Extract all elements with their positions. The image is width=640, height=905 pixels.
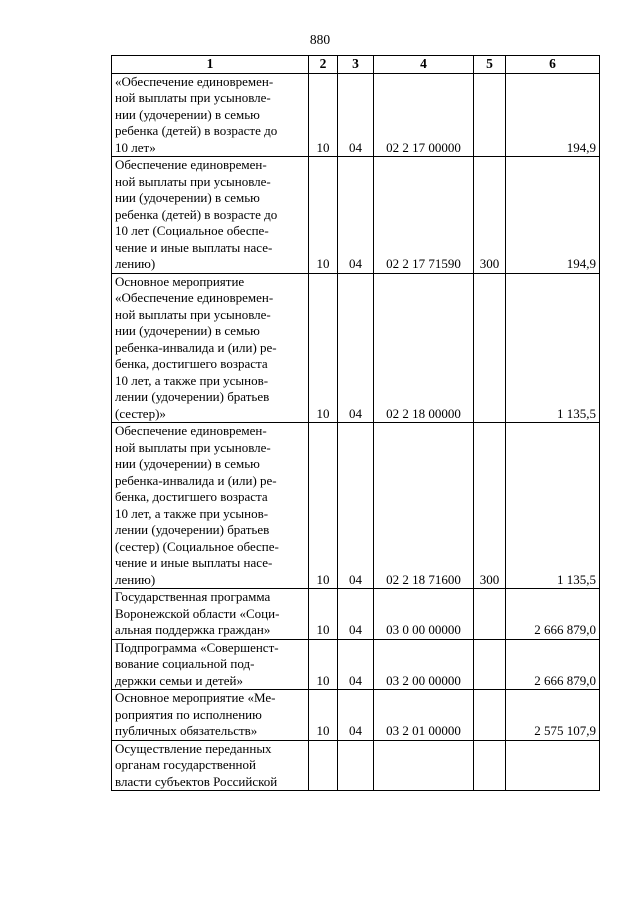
name-line: бенка, достигшего возраста [115,489,268,504]
name-line: нии (удочерении) в семью [115,106,260,122]
name-line: ребенка (детей) в возрасте до [115,206,278,222]
section-code-cell: 10 [309,73,338,157]
name-line: ной выплаты при усыновле- [115,90,271,105]
expense-type-cell [474,73,506,157]
budget-table [111,55,600,791]
table-row [112,273,600,423]
page-number: 880 [309,32,331,47]
subsection-code-cell: 04 [338,73,374,157]
amount-cell: 194,9 [506,157,600,274]
table-row [112,73,600,157]
name-line: лении (удочерении) братьев [115,389,270,404]
name-line: ной выплаты при усыновле- [115,306,271,322]
name-line: Обеспечение единовремен- [115,157,267,172]
subsection-code-cell [338,740,374,791]
name-line: 10 лет, а также при усынов- [115,372,269,388]
row-name-cell [112,423,309,589]
subsection-code-cell: 04 [338,273,374,423]
name-line: публичных обязательств» [115,723,258,738]
column-header-3: 3 [338,56,374,74]
name-line: ребенка-инвалида и (или) ре- [115,472,277,488]
amount-cell: 2 666 879,0 [506,589,600,640]
name-line: лению) [115,571,156,587]
table-row [112,589,600,640]
section-code-cell: 10 [309,273,338,423]
target-article-cell: 03 0 00 00000 [374,589,474,640]
name-line: (сестер)» [115,405,166,421]
table-row [112,639,600,690]
name-line: «Обеспечение единовремен- [115,290,274,305]
name-line: держки семьи и детей» [115,672,243,688]
name-line: 10 лет, а также при усынов- [115,505,269,521]
section-code-cell: 10 [309,157,338,274]
name-line: чение и иные выплаты насе- [115,239,273,255]
column-header-6: 6 [506,56,600,74]
name-line: ной выплаты при усыновле- [115,173,271,189]
expense-type-cell [474,273,506,423]
row-name-cell [112,73,309,157]
subsection-code-cell: 04 [338,157,374,274]
row-name-cell [112,690,309,741]
target-article-cell [374,740,474,791]
table-row [112,740,600,791]
table-row [112,690,600,741]
name-line: нии (удочерении) в семью [115,190,260,205]
subsection-code-cell: 04 [338,690,374,741]
name-line: нии (удочерении) в семью [115,323,260,338]
name-line: «Обеспечение единовремен- [115,73,274,89]
name-line: органам государственной [115,757,256,772]
section-code-cell: 10 [309,639,338,690]
name-line: 10 лет (Социальное обеспе- [115,223,269,238]
expense-type-cell [474,639,506,690]
name-line: Воронежской области «Соци- [115,605,280,621]
amount-cell: 2 666 879,0 [506,639,600,690]
table-row [112,157,600,274]
name-line: Основное мероприятие [115,273,245,289]
name-line: бенка, достигшего возраста [115,356,268,371]
row-name-cell [112,740,309,791]
target-article-cell: 02 2 18 00000 [374,273,474,423]
expense-type-cell [474,740,506,791]
name-line: лению) [115,256,156,271]
expense-type-cell [474,589,506,640]
name-line: Государственная программа [115,589,271,604]
section-code-cell: 10 [309,423,338,589]
name-line: Основное мероприятие «Ме- [115,690,276,705]
expense-type-cell [474,690,506,741]
amount-cell: 194,9 [506,73,600,157]
name-line: ребенка (детей) в возрасте до [115,123,278,138]
target-article-cell: 02 2 17 00000 [374,73,474,157]
name-line: Подпрограмма «Совершенст- [115,639,279,655]
row-name-cell [112,157,309,274]
target-article-cell: 03 2 00 00000 [374,639,474,690]
name-line: роприятия по исполнению [115,706,262,722]
section-code-cell: 10 [309,690,338,741]
name-line: Осуществление переданных [115,740,272,756]
amount-cell: 1 135,5 [506,423,600,589]
expense-type-cell: 300 [474,423,506,589]
name-line: Обеспечение единовремен- [115,423,267,438]
name-line: ребенка-инвалида и (или) ре- [115,339,277,355]
subsection-code-cell: 04 [338,639,374,690]
subsection-code-cell: 04 [338,423,374,589]
name-line: чение и иные выплаты насе- [115,555,273,570]
target-article-cell: 03 2 01 00000 [374,690,474,741]
name-line: альная поддержка граждан» [115,622,271,637]
table-header-row [112,56,600,74]
amount-cell: 1 135,5 [506,273,600,423]
name-line: (сестер) (Социальное обеспе- [115,538,279,554]
row-name-cell [112,273,309,423]
column-header-4: 4 [374,56,474,74]
name-line: ной выплаты при усыновле- [115,439,271,455]
section-code-cell [309,740,338,791]
name-line: власти субъектов Российской [115,773,278,789]
name-line: вование социальной под- [115,656,255,671]
section-code-cell: 10 [309,589,338,640]
name-line: 10 лет» [115,139,156,155]
column-header-5: 5 [474,56,506,74]
row-name-cell [112,589,309,640]
table-row [112,423,600,589]
column-header-2: 2 [309,56,338,74]
expense-type-cell: 300 [474,157,506,274]
subsection-code-cell: 04 [338,589,374,640]
target-article-cell: 02 2 17 71590 [374,157,474,274]
name-line: нии (удочерении) в семью [115,456,260,471]
row-name-cell [112,639,309,690]
target-article-cell: 02 2 18 71600 [374,423,474,589]
amount-cell: 2 575 107,9 [506,690,600,741]
amount-cell [506,740,600,791]
name-line: лении (удочерении) братьев [115,522,270,537]
column-header-1: 1 [112,56,309,74]
